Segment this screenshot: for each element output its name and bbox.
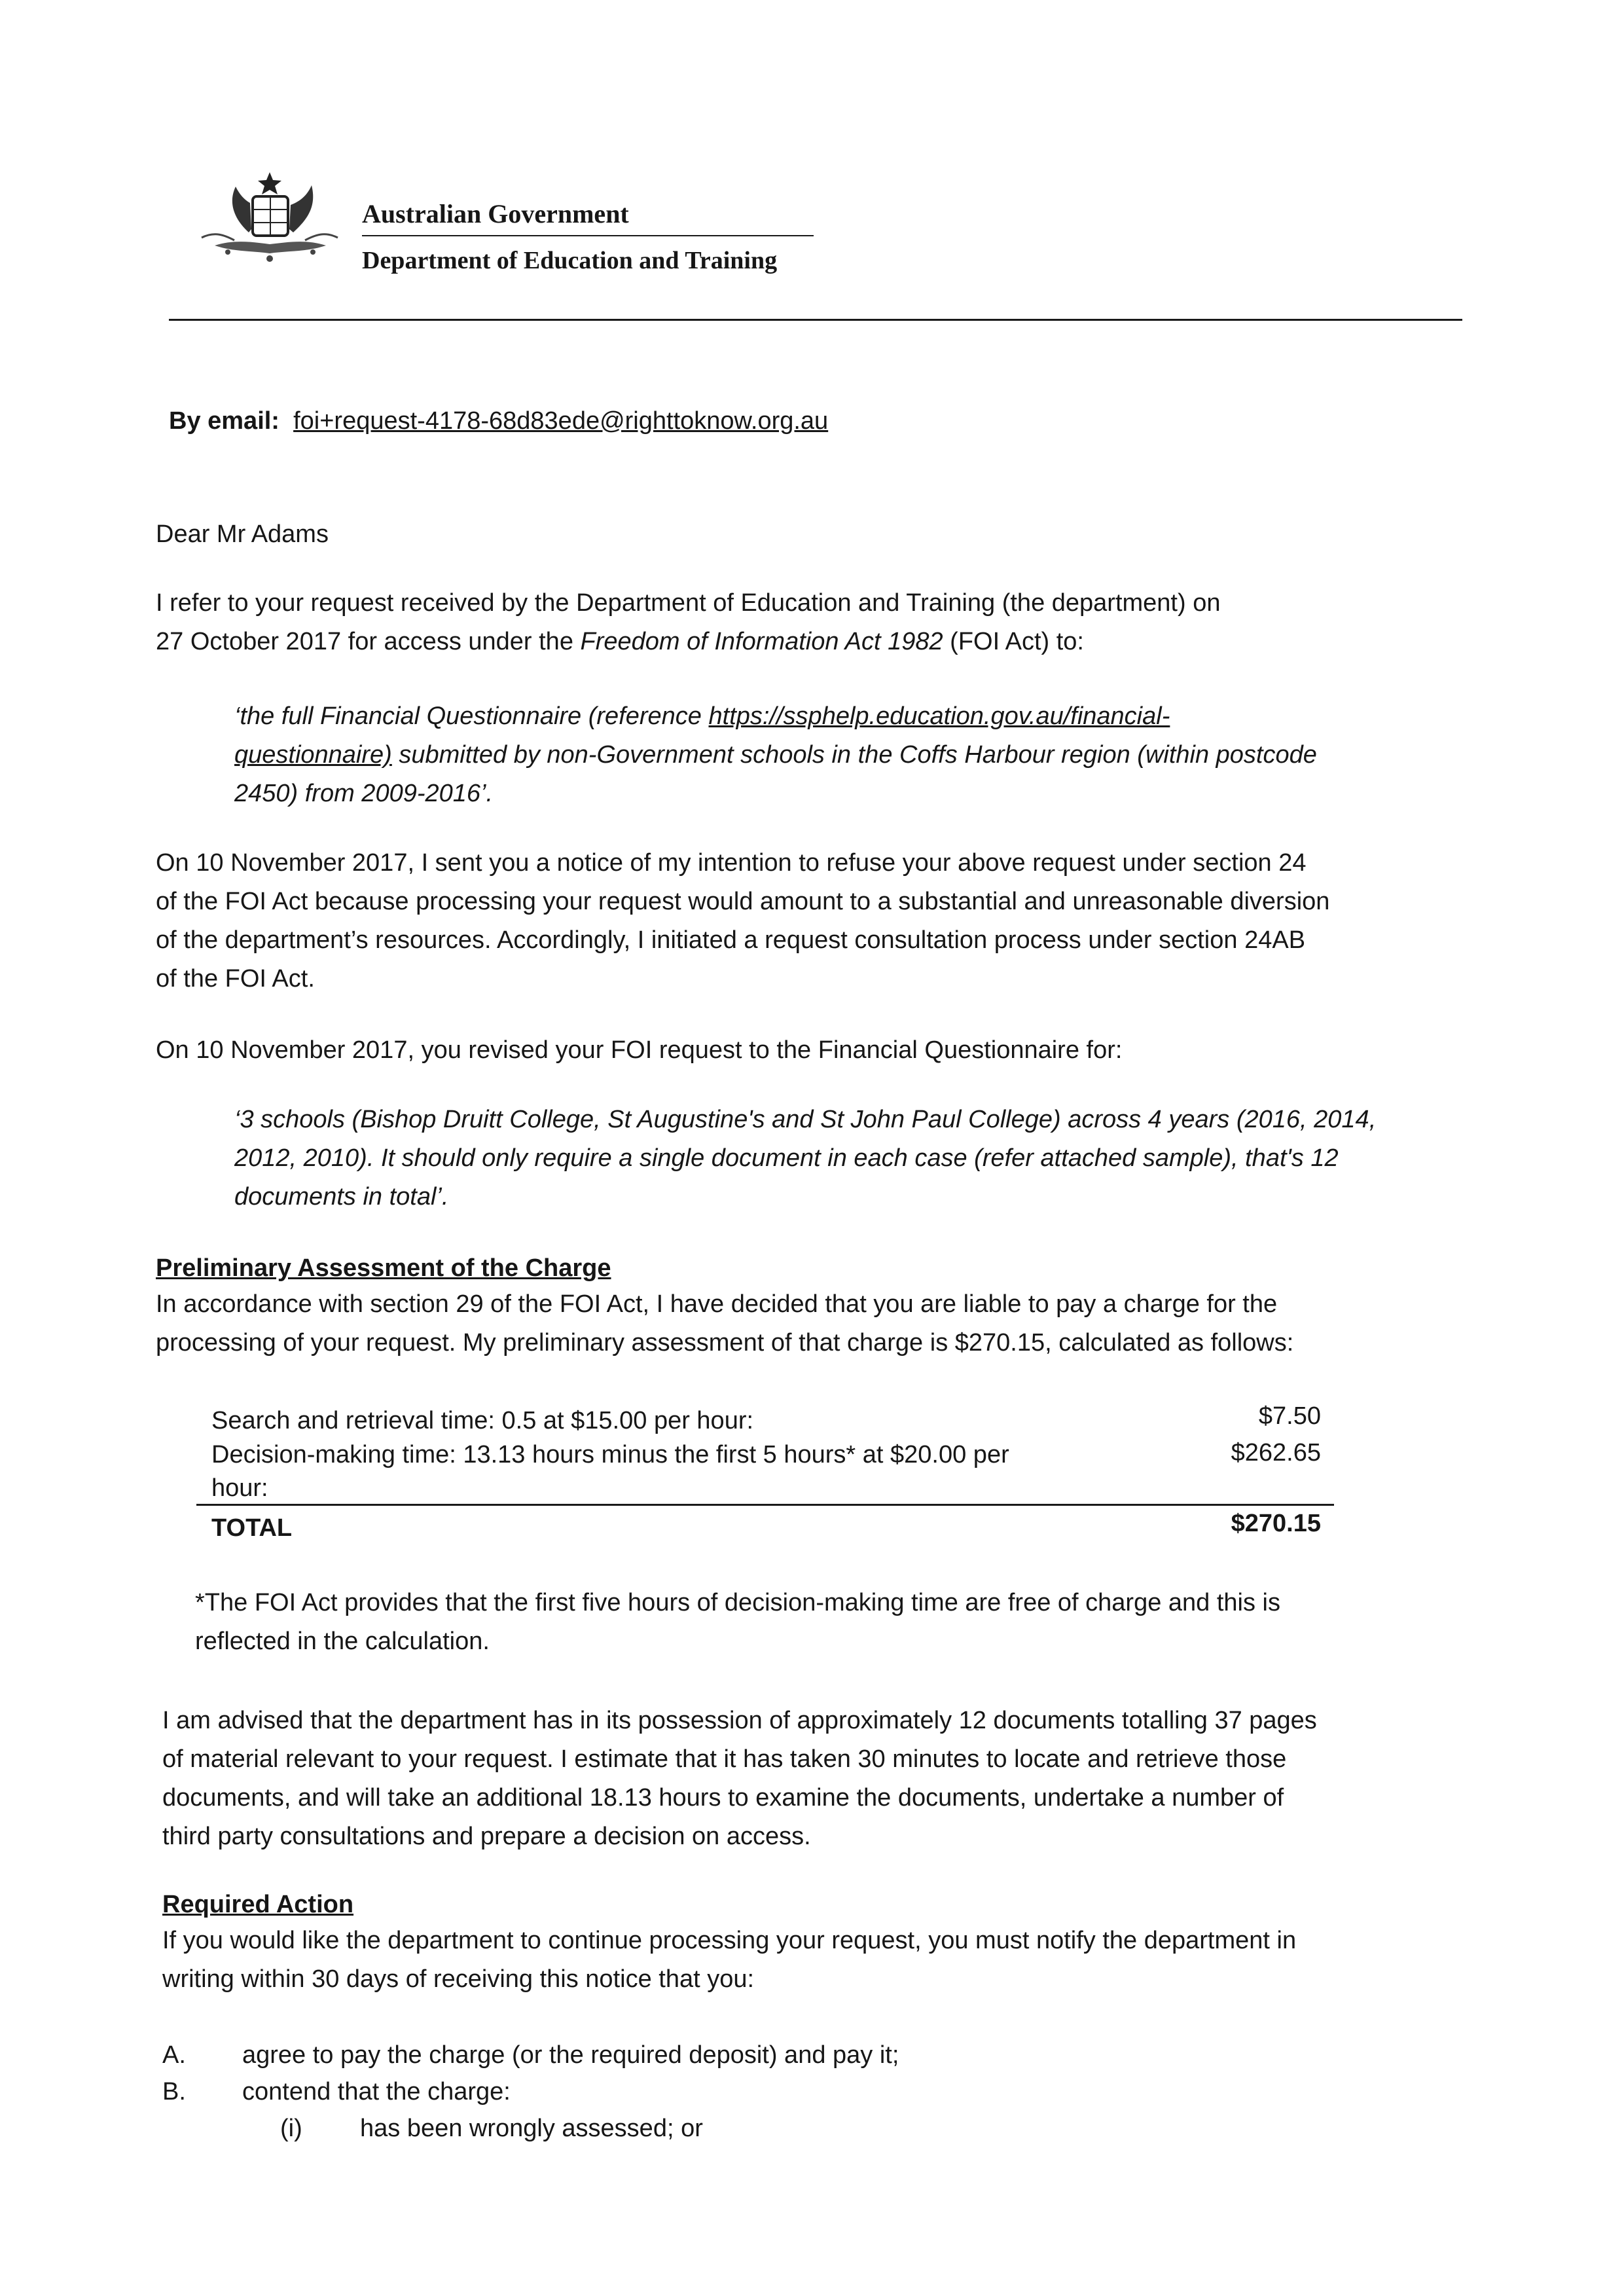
charge-label-decision: Decision-making time: 13.13 hours minus the first 5 hours* at $20.00 per [211, 1441, 1009, 1468]
notice-line-1: On 10 November 2017, I sent you a notice of my intention to refuse your above request under section 24 [156, 849, 1307, 877]
request-quote-line-3: 2450) from 2009-2016’. [234, 780, 494, 807]
item-marker-a: A. [162, 2041, 186, 2069]
footnote-line-1: *The FOI Act provides that the first five hours of decision-making time are free of charge and this is [195, 1589, 1280, 1616]
revised-quote-line-3: documents in total’. [234, 1183, 449, 1211]
revised-quote [234, 1101, 1376, 1216]
required-item-b [162, 2073, 511, 2111]
intro-paragraph [156, 584, 1220, 661]
required-heading: Required Action [162, 1891, 354, 1918]
charges-total-amount: $270.15 [1231, 1510, 1321, 1537]
act-title: Freedom of Information Act 1982 [580, 628, 943, 655]
prelim-paragraph [156, 1285, 1293, 1362]
subitem-marker-i: (i) [280, 2115, 302, 2142]
charge-amount-search: $7.50 [1258, 1402, 1321, 1430]
advised-line-3: documents, and will take an additional 18.13 hours to examine the documents, undertake a number of [162, 1784, 1284, 1812]
footnote [195, 1584, 1280, 1661]
advised-line-2: of material relevant to your request. I estimate that it has taken 30 minutes to locate and retrieve those [162, 1745, 1287, 1773]
required-line-2: writing within 30 days of receiving this notice that you: [162, 1965, 755, 1993]
request-quote-line-2: questionnaire) submitted by non-Government schools in the Coffs Harbour region (within postcode [234, 741, 1317, 769]
revised-quote-line-2: 2012, 2010). It should only require a single document in each case (refer attached sample), that's 12 [234, 1144, 1339, 1172]
revised-quote-line-1: ‘3 schools (Bishop Druitt College, St Augustine's and St John Paul College) across 4 years (2016, 2014, [234, 1106, 1377, 1133]
required-paragraph [162, 1922, 1296, 1999]
financial-questionnaire-link-cont[interactable]: questionnaire) [234, 741, 392, 769]
required-item-a [162, 2036, 899, 2075]
request-quote-line-1: ‘the full Financial Questionnaire (reference https://ssphelp.education.gov.au/financial- [234, 702, 1170, 730]
charge-label-search: Search and retrieval time: 0.5 at $15.00 per hour: [211, 1407, 754, 1434]
notice-line-3: of the department’s resources. Accordingly, I initiated a request consultation process under section 24AB [156, 926, 1306, 954]
required-subitem-i [280, 2109, 703, 2148]
charge-amount-decision: $262.65 [1231, 1439, 1321, 1467]
subitem-text-i: has been wrongly assessed; or [360, 2115, 703, 2142]
footnote-line-2: reflected in the calculation. [195, 1628, 490, 1655]
email-label: By email: [169, 407, 280, 435]
advised-line-1: I am advised that the department has in its possession of approximately 12 documents totalling 37 pages [162, 1707, 1317, 1734]
letterhead-department: Department of Education and Training [362, 247, 778, 274]
required-line-1: If you would like the department to continue processing your request, you must notify the department in [162, 1927, 1297, 1954]
advised-paragraph [162, 1702, 1317, 1856]
intro-line-2: 27 October 2017 for access under the Freedom of Information Act 1982 (FOI Act) to: [156, 628, 1084, 655]
item-text-b: contend that the charge: [242, 2078, 511, 2105]
prelim-line-1: In accordance with section 29 of the FOI Act, I have decided that you are liable to pay a charge for the [156, 1290, 1278, 1318]
letterhead-government: Australian Government [362, 199, 629, 228]
item-marker-b: B. [162, 2078, 186, 2105]
email-line [169, 402, 828, 441]
revised-paragraph: On 10 November 2017, you revised your FOI request to the Financial Questionnaire for: [156, 1036, 1123, 1064]
charge-row-search [211, 1402, 753, 1440]
header-divider [169, 319, 1462, 321]
prelim-line-2: processing of your request. My preliminary assessment of that charge is $270.15, calculated as follows: [156, 1329, 1294, 1357]
letterhead-rule [362, 235, 814, 236]
charge-label-decision-cont: hour: [211, 1474, 268, 1502]
notice-line-4: of the FOI Act. [156, 965, 315, 993]
charge-row-decision [211, 1436, 1009, 1508]
prelim-heading: Preliminary Assessment of the Charge [156, 1254, 611, 1282]
salutation: Dear Mr Adams [156, 520, 329, 548]
notice-line-2: of the FOI Act because processing your request would amount to a substantial and unreasonable diversion [156, 888, 1330, 915]
item-text-a: agree to pay the charge (or the required deposit) and pay it; [242, 2041, 899, 2069]
notice-paragraph [156, 844, 1329, 998]
coat-of-arms-logo [189, 167, 351, 265]
advised-line-4: third party consultations and prepare a decision on access. [162, 1823, 811, 1850]
intro-line-1: I refer to your request received by the Department of Education and Training (the department) on [156, 589, 1221, 617]
charges-total-label: TOTAL [211, 1514, 293, 1542]
request-quote [234, 697, 1317, 813]
financial-questionnaire-link[interactable]: https://ssphelp.education.gov.au/financial- [708, 702, 1170, 730]
email-address-link[interactable]: foi+request-4178-68d83ede@righttoknow.org.au [293, 407, 829, 435]
